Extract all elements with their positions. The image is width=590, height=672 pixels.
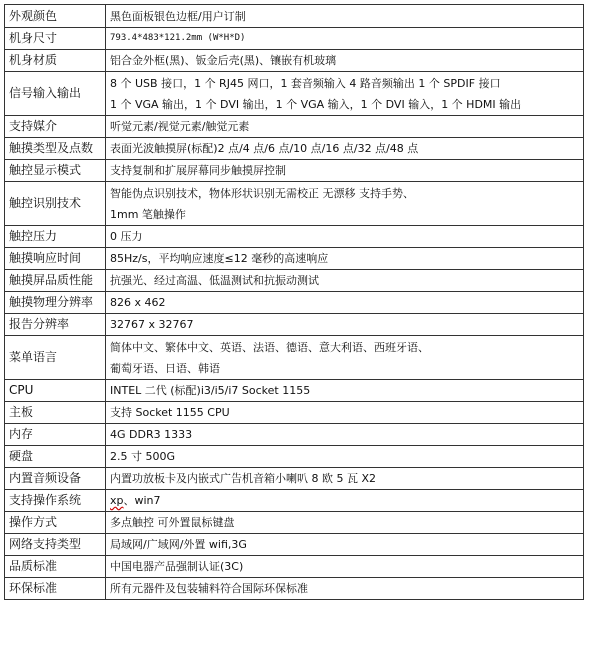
- spec-row: [5, 160, 584, 182]
- spec-value: [106, 50, 584, 72]
- spec-value: [106, 182, 584, 226]
- spec-value: [106, 512, 584, 534]
- spec-row: [5, 138, 584, 160]
- spec-row: [5, 248, 584, 270]
- spec-value: [106, 28, 584, 50]
- spec-row: [5, 336, 584, 380]
- spec-value: [106, 578, 584, 600]
- spec-label: CPU: [5, 380, 106, 402]
- spec-label: 网络支持类型: [5, 534, 106, 556]
- spec-row: [5, 314, 584, 336]
- spec-value-line: 支持 Socket 1155 CPU: [110, 406, 230, 419]
- spec-value-line: 支持复制和扩展屏幕同步触摸屏控制: [110, 164, 286, 177]
- spec-label: 硬盘: [5, 446, 106, 468]
- spec-row: [5, 292, 584, 314]
- spec-value-line: 表面光波触摸屏(标配)2 点/4 点/6 点/10 点/16 点/32 点/48 点: [110, 142, 419, 155]
- spec-value: [106, 534, 584, 556]
- spec-row: [5, 556, 584, 578]
- spec-value: [106, 270, 584, 292]
- spec-value: [106, 116, 584, 138]
- spec-row: [5, 534, 584, 556]
- spec-value-line: 多点触控 可外置鼠标键盘: [110, 516, 235, 529]
- spec-label: 支持操作系统: [5, 490, 106, 512]
- spec-value: [106, 424, 584, 446]
- spec-value: [106, 72, 584, 116]
- spec-value: [106, 402, 584, 424]
- spec-label: 内存: [5, 424, 106, 446]
- spec-value-line: 8 个 USB 接口，1 个 RJ45 网口，1 套音频输入 4 路音频输出 1 个 SPDIF 接口: [110, 76, 501, 90]
- spec-table: [4, 4, 584, 600]
- spec-row: [5, 380, 584, 402]
- spec-row: [5, 28, 584, 50]
- spec-value-line: 85Hz/s，平均响应速度≤12 毫秒的高速响应: [110, 252, 329, 265]
- spec-value: [106, 138, 584, 160]
- spec-label: 触摸物理分辨率: [5, 292, 106, 314]
- spec-label: 报告分辨率: [5, 314, 106, 336]
- spec-value-line: 铝合金外框(黑)、钣金后壳(黑)、镶嵌有机玻璃: [110, 54, 337, 67]
- spec-value-line: 抗强光、经过高温、低温测试和抗振动测试: [110, 274, 319, 287]
- spec-label: 信号输入输出: [5, 72, 106, 116]
- spec-label: 主板: [5, 402, 106, 424]
- spec-row: [5, 226, 584, 248]
- spec-row: [5, 446, 584, 468]
- spell-check-mark: xp: [110, 494, 124, 507]
- spec-row: [5, 50, 584, 72]
- spec-value-line: 内置功放板卡及内嵌式广告机音箱小喇叭 8 欧 5 瓦 X2: [110, 472, 377, 485]
- spec-value: [106, 314, 584, 336]
- spec-value: [106, 380, 584, 402]
- spec-row: [5, 182, 584, 226]
- spec-row: [5, 578, 584, 600]
- spec-row: [5, 512, 584, 534]
- spec-label: 触控识别技术: [5, 182, 106, 226]
- spec-label: 内置音频设备: [5, 468, 106, 490]
- spec-value-line: 所有元器件及包装辅料符合国际环保标准: [110, 582, 308, 595]
- spec-label: 机身尺寸: [5, 28, 106, 50]
- spec-label: 操作方式: [5, 512, 106, 534]
- spec-value-line: 4G DDR3 1333: [110, 428, 193, 441]
- spec-row: [5, 5, 584, 28]
- spec-value: [106, 468, 584, 490]
- spec-value: [106, 336, 584, 380]
- spec-row: [5, 402, 584, 424]
- spec-label: 触控显示模式: [5, 160, 106, 182]
- spec-value-line: 局域网/广域网/外置 wifi,3G: [110, 538, 247, 551]
- spec-label: 支持媒介: [5, 116, 106, 138]
- spec-row: [5, 116, 584, 138]
- spec-value-line: 0 压力: [110, 230, 143, 243]
- spec-value: [106, 490, 584, 512]
- spec-row: [5, 72, 584, 116]
- spec-value-line-os: xp、win7: [110, 494, 161, 507]
- spec-value: [106, 556, 584, 578]
- spec-table-body: [5, 5, 584, 600]
- spec-label: 外观颜色: [5, 5, 106, 28]
- spec-value-line: 黑色面板银色边框/用户订制: [110, 9, 246, 23]
- spec-value-line: INTEL 二代 (标配)i3/i5/i7 Socket 1155: [110, 384, 311, 397]
- spec-value-line: 听觉元素/视觉元素/触觉元素: [110, 120, 250, 133]
- spec-label: 机身材质: [5, 50, 106, 72]
- spec-value: [106, 5, 584, 28]
- spec-value: [106, 226, 584, 248]
- spec-value-line: 智能伪点识别技术，物体形状识别无需校正 无漂移 支持手势、: [110, 186, 414, 200]
- spec-value-line: 32767 x 32767: [110, 318, 194, 331]
- spec-label: 品质标准: [5, 556, 106, 578]
- spec-value-line: 793.4*483*121.2mm (W*H*D): [110, 33, 246, 43]
- spec-value-line: 葡萄牙语、日语、韩语: [110, 361, 220, 375]
- spec-value-line: 1mm 笔触操作: [110, 207, 186, 221]
- spec-row: [5, 468, 584, 490]
- spec-label: 触摸类型及点数: [5, 138, 106, 160]
- spec-row: [5, 270, 584, 292]
- spec-label: 菜单语言: [5, 336, 106, 380]
- spec-label: 触控压力: [5, 226, 106, 248]
- spec-value: [106, 446, 584, 468]
- spec-label: 环保标准: [5, 578, 106, 600]
- spec-value-line: 2.5 寸 500G: [110, 450, 176, 463]
- spec-row: [5, 490, 584, 512]
- spec-value-line: 中国电器产品强制认证(3C): [110, 560, 244, 573]
- spec-label: 触摸响应时间: [5, 248, 106, 270]
- spec-value: [106, 160, 584, 182]
- spec-label: 触摸屏品质性能: [5, 270, 106, 292]
- spec-value-line: 826 x 462: [110, 296, 166, 309]
- spec-row: [5, 424, 584, 446]
- spec-value: [106, 248, 584, 270]
- spec-value-line: 1 个 VGA 输出，1 个 DVI 输出，1 个 VGA 输入，1 个 DVI 输入，1 个 HDMI 输出: [110, 97, 522, 111]
- spec-value: [106, 292, 584, 314]
- spec-value-line: 简体中文、繁体中文、英语、法语、德语、意大利语、西班牙语、: [110, 340, 429, 354]
